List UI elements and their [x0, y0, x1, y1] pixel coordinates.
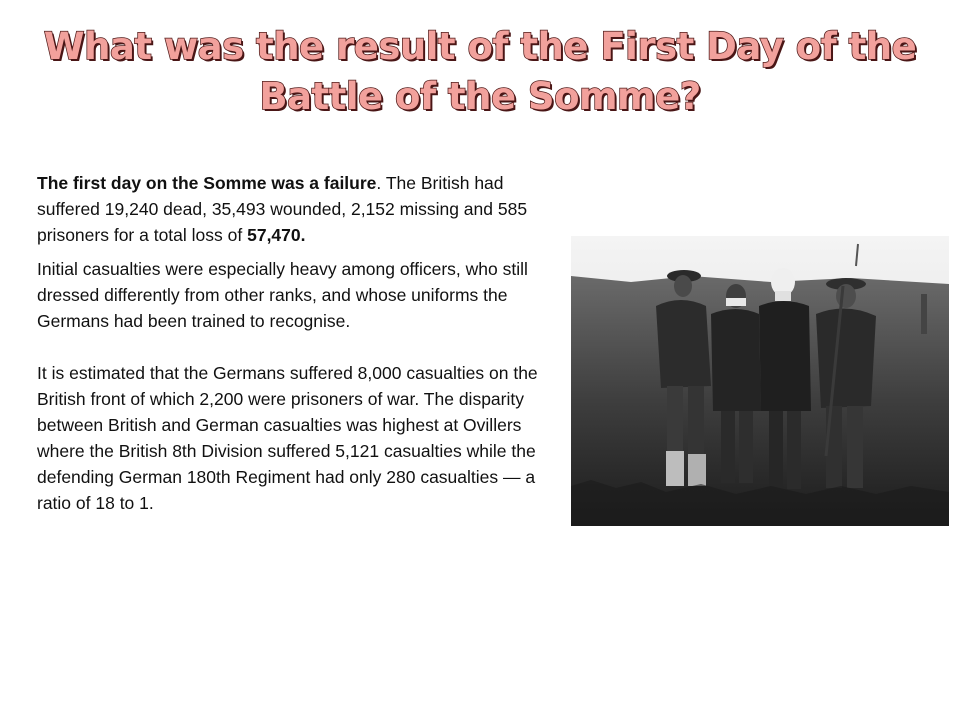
paragraph-officers: Initial casualties were especially heavy among officers, who still dressed differently from other ranks, and whose uniforms the Germans had been trained to recognise.: [37, 259, 528, 331]
paragraph-german-casualties: It is estimated that the Germans suffered 8,000 casualties on the British front of which 2,200 were prisoners of war. The disparity between British and German casualties was highest at Ovillers where the British 8th Division suffered 5,121 casualties while the defending German 180th Regiment had only 280 casualties — a ratio of 18 to 1.: [37, 363, 538, 513]
body-text: [37, 170, 557, 516]
paragraph-first-day-text: . The British had suffered 19,240 dead, 35,493 wounded, 2,152 missing and 585 prisoners for a total loss of: [37, 173, 528, 245]
lead-sentence-bold: The first day on the Somme was a failure: [37, 173, 377, 193]
wounded-soldiers-photo: [571, 236, 949, 526]
title-line-2: Battle of the Somme?: [259, 75, 701, 118]
title-line-1: What was the result of the First Day of the: [43, 25, 917, 68]
paragraph-first-day: [37, 170, 557, 248]
slide-title: [20, 22, 940, 122]
total-loss-bold: 57,470.: [247, 225, 306, 245]
